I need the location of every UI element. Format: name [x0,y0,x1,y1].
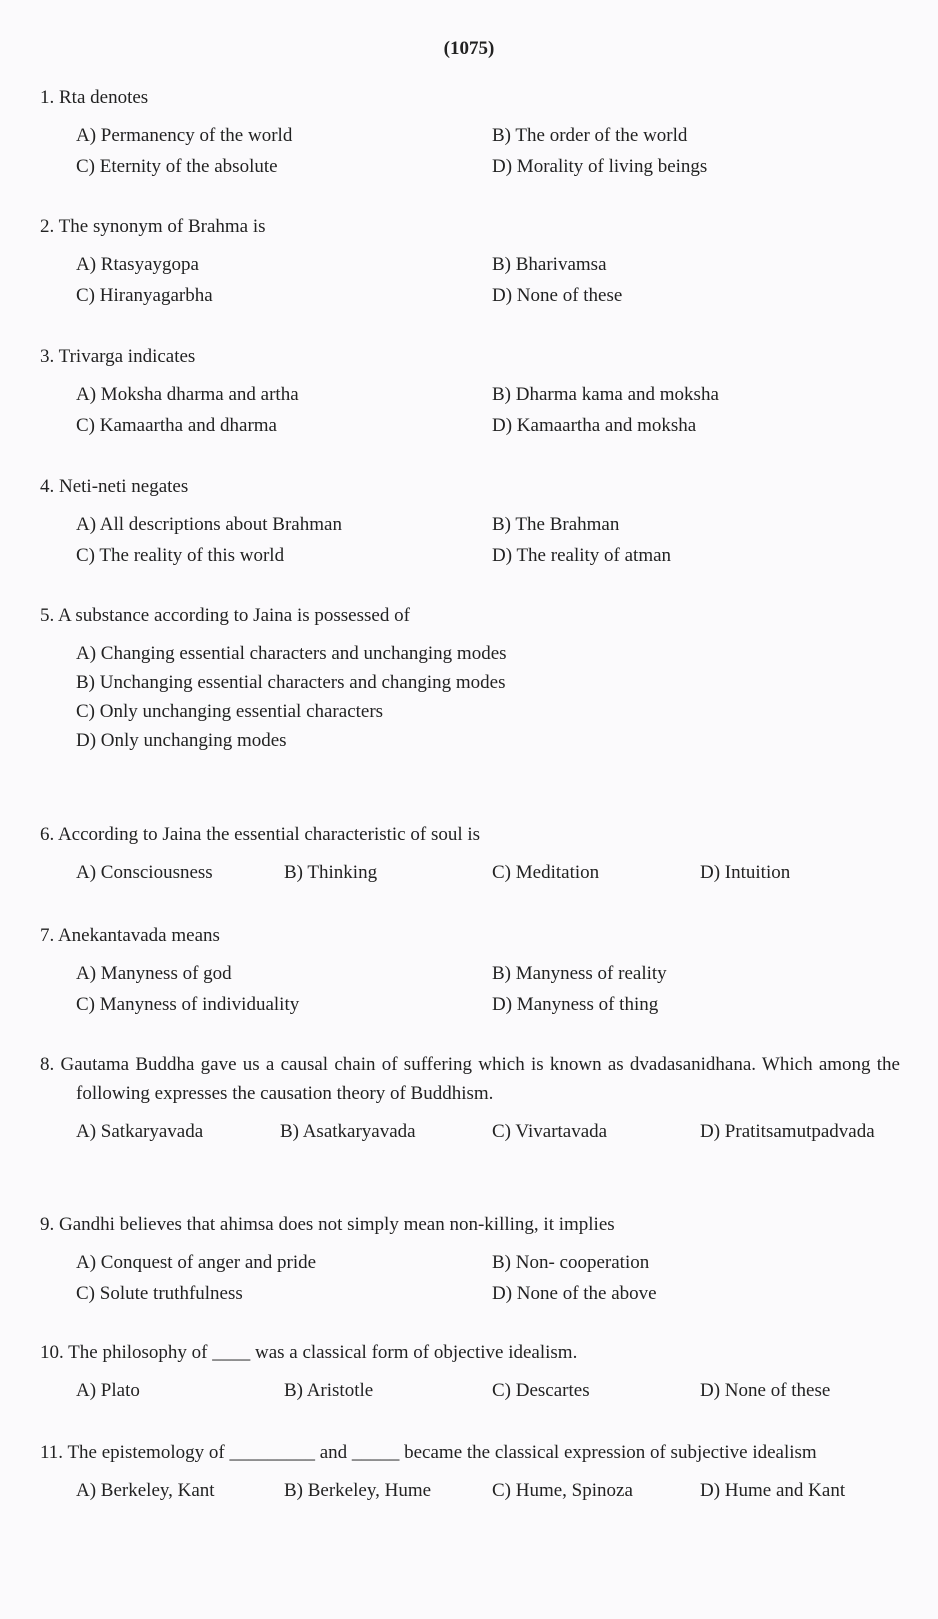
option-c: C) Meditation [492,862,600,883]
question-5 [40,601,900,755]
option-d: D) Only unchanging modes [76,730,287,751]
question-7 [40,921,900,1019]
option-c: C) Kamaartha and dharma [76,415,277,436]
option-c: C) Eternity of the absolute [76,156,278,177]
option-a: A) Conquest of anger and pride [76,1252,317,1273]
question-stem: 3. Trivarga indicates [40,346,196,367]
option-d: D) None of the above [492,1283,657,1304]
question-stem: 9. Gandhi believes that ahimsa does not simply mean non-killing, it implies [40,1214,615,1235]
question-9 [40,1210,900,1308]
option-b: B) Manyness of reality [492,963,667,984]
option-d: D) Pratitsamutpadvada [700,1121,875,1142]
option-c: C) Manyness of individuality [76,994,300,1015]
question-stem: 1. Rta denotes [40,87,149,108]
option-d: D) Kamaartha and moksha [492,415,697,436]
option-b: B) The Brahman [492,514,620,535]
question-8 [40,1050,900,1147]
option-a: A) Moksha dharma and artha [76,384,299,405]
option-c: C) Descartes [492,1380,590,1401]
option-b: B) Non- cooperation [492,1252,650,1273]
question-stem: 6. According to Jaina the essential characteristic of soul is [40,824,481,845]
option-d: D) The reality of atman [492,545,672,566]
option-b: B) Dharma kama and moksha [492,384,719,405]
option-b: B) Unchanging essential characters and changing modes [76,672,506,693]
option-c: C) Vivartavada [492,1121,608,1142]
question-stem: 10. The philosophy of ____ was a classical form of objective idealism. [40,1342,578,1363]
option-c: C) The reality of this world [76,545,285,566]
option-a: A) Satkaryavada [76,1121,204,1142]
question-stem: 11. The epistemology of _________ and _____ became the classical expression of subjective idealism [40,1442,817,1463]
question-stem: 7. Anekantavada means [40,925,220,946]
option-a: A) Plato [76,1380,140,1401]
option-a: A) Manyness of god [76,963,232,984]
option-b: B) Bharivamsa [492,254,607,275]
option-a: A) Rtasyaygopa [76,254,199,275]
option-a: A) All descriptions about Brahman [76,514,342,535]
option-b: B) Thinking [284,862,378,883]
option-b: B) Aristotle [284,1380,374,1401]
question-stem: 8. Gautama Buddha gave us a causal chain of suffering which is known as dvadasanidhana. Which among the following expresses the causation theory of Buddhism. [40,1054,900,1104]
question-1 [40,83,900,181]
paper-code: (1075) [443,38,495,59]
question-stem: 4. Neti-neti negates [40,476,189,497]
option-d: D) None of these [700,1380,831,1401]
option-d: D) Intuition [700,862,791,883]
question-2 [40,212,900,310]
option-a: A) Berkeley, Kant [76,1480,215,1501]
option-c: C) Only unchanging essential characters [76,701,384,722]
option-b: B) Asatkaryavada [280,1121,416,1142]
option-d: D) Morality of living beings [492,156,708,177]
question-4 [40,472,900,570]
question-11 [40,1438,900,1506]
question-3 [40,342,900,440]
option-d: D) Hume and Kant [700,1480,846,1501]
option-a: A) Permanency of the world [76,125,293,146]
question-10 [40,1338,900,1406]
option-c: C) Solute truthfulness [76,1283,243,1304]
option-a: A) Changing essential characters and unchanging modes [76,643,507,664]
option-b: B) The order of the world [492,125,688,146]
question-stem: 2. The synonym of Brahma is [40,216,266,237]
option-d: D) None of these [492,285,623,306]
option-c: C) Hiranyagarbha [76,285,213,306]
option-b: B) Berkeley, Hume [284,1480,432,1501]
question-6 [40,820,900,888]
option-c: C) Hume, Spinoza [492,1480,633,1501]
option-d: D) Manyness of thing [492,994,659,1015]
option-a: A) Consciousness [76,862,213,883]
question-stem: 5. A substance according to Jaina is possessed of [40,605,410,626]
